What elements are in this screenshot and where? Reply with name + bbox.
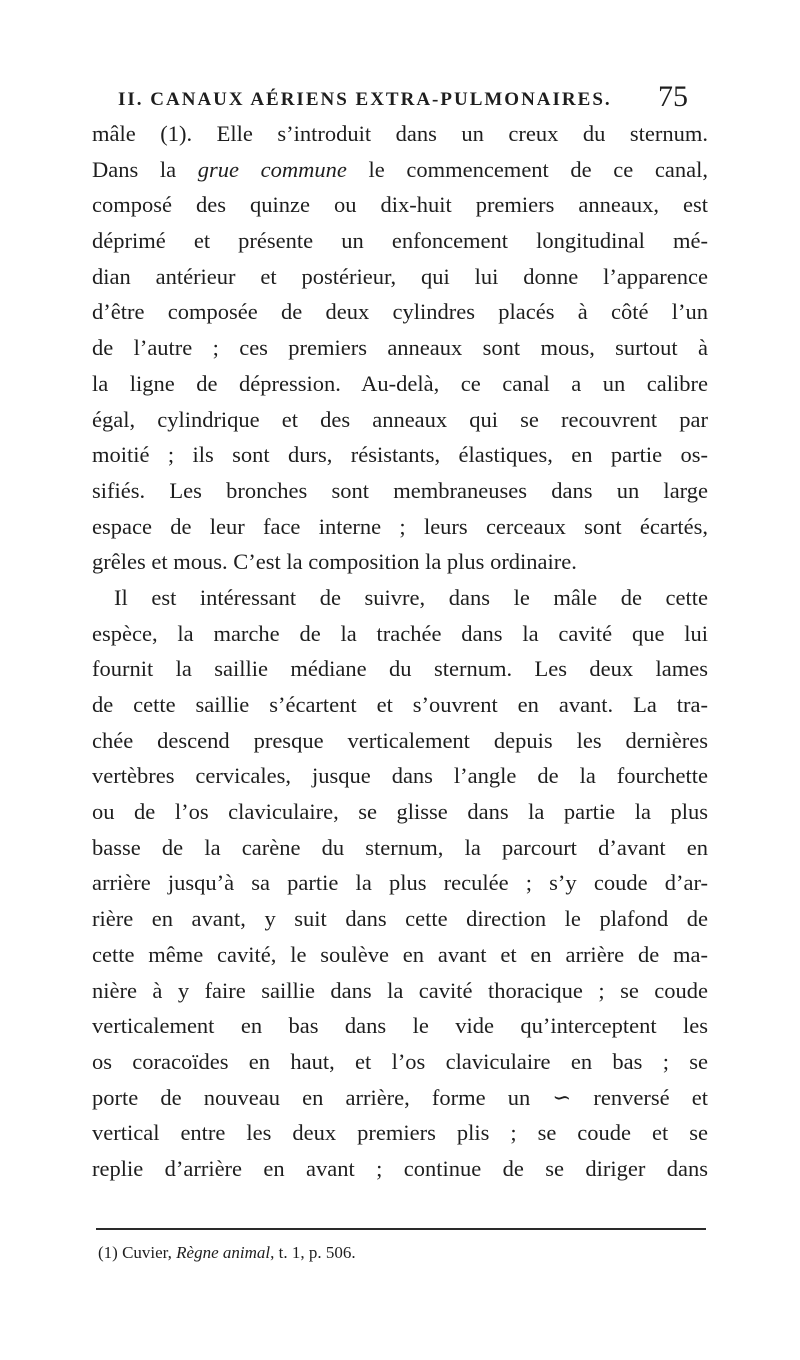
running-head-title: II. CANAUX AÉRIENS EXTRA-PULMONAIRES. [118,89,612,110]
text-line: égal, cylindrique et des anneaux qui se recouvrent par [92,406,708,432]
text-line: de l’autre ; ces premiers anneaux sont mous, surtout à [92,335,708,361]
text-line: grêles et mous. C’est la composition la plus ordinaire. [92,549,577,575]
text-line: porte de nouveau en arrière, forme un ∽ renversé et [92,1084,708,1110]
text-line: ou de l’os claviculaire, se glisse dans la partie la plus [92,799,708,825]
text-line: cette même cavité, le soulève en avant et en arrière de ma- [92,941,708,967]
text-line: espace de leur face interne ; leurs cerceaux sont écartés, [92,513,708,539]
text-fragment: Dans la [92,156,198,182]
text-line: basse de la carène du sternum, la parcourt d’avant en [92,834,708,860]
text-line: rière en avant, y suit dans cette direction le plafond de [92,906,708,932]
text-line: espèce, la marche de la trachée dans la cavité que lui [92,620,708,646]
text-line: fournit la saillie médiane du sternum. Les deux lames [92,656,708,682]
running-head [118,80,688,120]
body-text [92,116,708,1187]
text-line: verticalement en bas dans le vide qu’interceptent les [92,1013,708,1039]
text-line: mâle (1). Elle s’introduit dans un creux du sternum. [92,121,708,146]
text-line: de cette saillie s’écartent et s’ouvrent en avant. La tra- [92,692,708,717]
text-line: replie d’arrière en avant ; continue de se diriger dans [92,1155,708,1181]
footnote-marker: (1) Cuvier, [98,1243,177,1262]
text-line: d’être composée de deux cylindres placés à côté l’un [92,299,708,325]
text-line: sifiés. Les bronches sont membraneuses dans un large [92,477,708,503]
text-line: nière à y faire saillie dans la cavité thoracique ; se coude [92,977,708,1003]
text-line: chée descend presque verticalement depuis les dernières [92,727,708,753]
text-line: os coracoïdes en haut, et l’os claviculaire en bas ; se [92,1048,708,1074]
text-line: vertical entre les deux premiers plis ; se coude et se [92,1120,708,1146]
footnote-rule [96,1228,706,1230]
text-fragment: le commencement de ce canal, [346,156,708,182]
text-line: la ligne de dépression. Au-delà, ce canal a un calibre [92,370,708,396]
text-line: vertèbres cervicales, jusque dans l’angle de la fourchette [92,763,708,789]
text-line [92,152,708,188]
page-number: 75 [658,80,688,113]
footnote-reference: , t. 1, p. 506. [270,1243,356,1262]
footnote-title: Règne animal [176,1243,271,1262]
species-name-italic: grue commune [197,156,347,182]
footnote [98,1243,356,1263]
text-line: déprimé et présente un enfoncement longitudinal mé- [92,228,708,254]
text-line: composé des quinze ou dix-huit premiers anneaux, est [92,192,708,218]
text-line: moitié ; ils sont durs, résistants, élastiques, en partie os- [92,442,708,468]
text-line: dian antérieur et postérieur, qui lui donne l’apparence [92,263,708,289]
text-line: arrière jusqu’à sa partie la plus reculée ; s’y coude d’ar- [92,870,708,896]
text-line: Il est intéressant de suivre, dans le mâle de cette [114,584,708,610]
